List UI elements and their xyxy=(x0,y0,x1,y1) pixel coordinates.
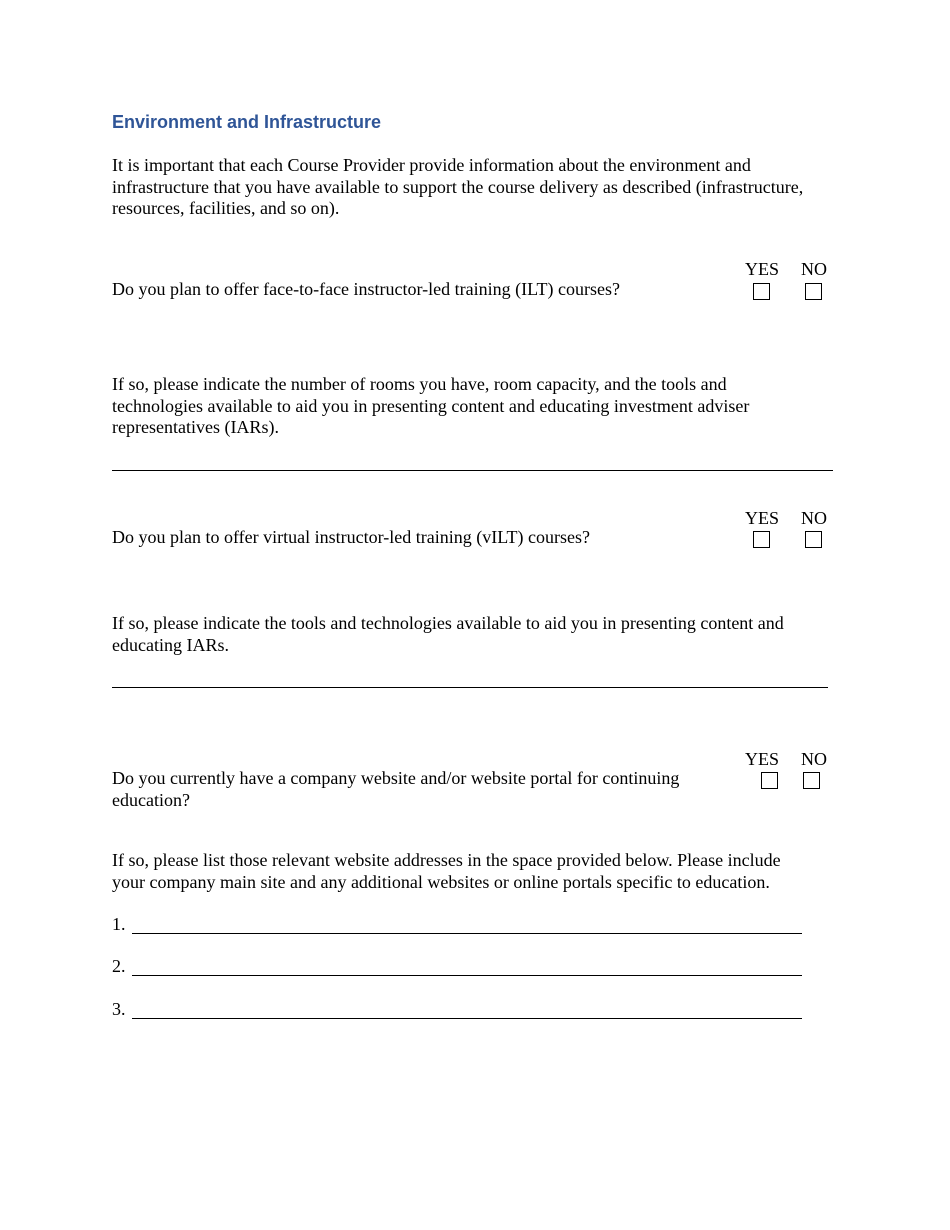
q1-no-label: NO xyxy=(801,259,827,279)
intro-line: resources, facilities, and so on). xyxy=(112,198,340,218)
q2-answer-line[interactable] xyxy=(112,687,828,688)
q3-yes-checkbox[interactable] xyxy=(761,772,778,789)
website-number: 3. xyxy=(112,999,126,1019)
website-blank-field[interactable] xyxy=(132,1001,802,1019)
q1-followup-line: If so, please indicate the number of rooms you have, room capacity, and the tools and xyxy=(112,374,727,394)
q3-followup-line: your company main site and any additional websites or online portals specific to education. xyxy=(112,871,770,892)
q3-question xyxy=(112,768,679,811)
q2-no-label: NO xyxy=(801,508,827,528)
q1-yes-checkbox[interactable] xyxy=(753,283,770,300)
q2-followup-line: If so, please indicate the tools and technologies available to aid you in presenting content and xyxy=(112,613,784,633)
q3-followup-paragraph xyxy=(112,850,781,893)
q1-followup-paragraph xyxy=(112,374,749,439)
website-entry-1 xyxy=(112,914,802,934)
q2-yes-checkbox[interactable] xyxy=(753,531,770,548)
intro-paragraph xyxy=(112,155,803,220)
website-blank-field[interactable] xyxy=(132,916,802,934)
q2-yes-label: YES xyxy=(745,508,780,528)
website-entry-3 xyxy=(112,999,802,1019)
intro-line: It is important that each Course Provider provide information about the environment and xyxy=(112,155,751,175)
q2-followup-line: educating IARs. xyxy=(112,634,229,655)
q1-no-checkbox[interactable] xyxy=(805,283,822,300)
q1-followup-line: technologies available to aid you in presenting content and educating investment adviser xyxy=(112,395,750,416)
q1-question: Do you plan to offer face-to-face instructor-led training (ILT) courses? xyxy=(112,279,620,299)
intro-line: infrastructure that you have available to support the course delivery as described (infrastructure, xyxy=(112,176,804,197)
q2-question: Do you plan to offer virtual instructor-led training (vILT) courses? xyxy=(112,527,591,547)
q2-followup-paragraph xyxy=(112,613,784,656)
section-title: Environment and Infrastructure xyxy=(112,112,382,132)
website-entry-2 xyxy=(112,956,802,976)
q1-yes-label: YES xyxy=(745,259,780,279)
website-number: 2. xyxy=(112,956,126,976)
q3-no-checkbox[interactable] xyxy=(803,772,820,789)
q2-no-checkbox[interactable] xyxy=(805,531,822,548)
q3-followup-line: If so, please list those relevant website addresses in the space provided below. Please include xyxy=(112,850,781,870)
q3-question-line: education? xyxy=(112,789,190,810)
q1-answer-line[interactable] xyxy=(112,470,833,471)
q3-yes-label: YES xyxy=(745,749,780,769)
website-number: 1. xyxy=(112,914,126,934)
q3-no-label: NO xyxy=(801,749,827,769)
q3-question-line: Do you currently have a company website and/or website portal for continuing xyxy=(112,768,680,788)
q1-followup-line: representatives (IARs). xyxy=(112,417,279,437)
website-blank-field[interactable] xyxy=(132,958,802,976)
